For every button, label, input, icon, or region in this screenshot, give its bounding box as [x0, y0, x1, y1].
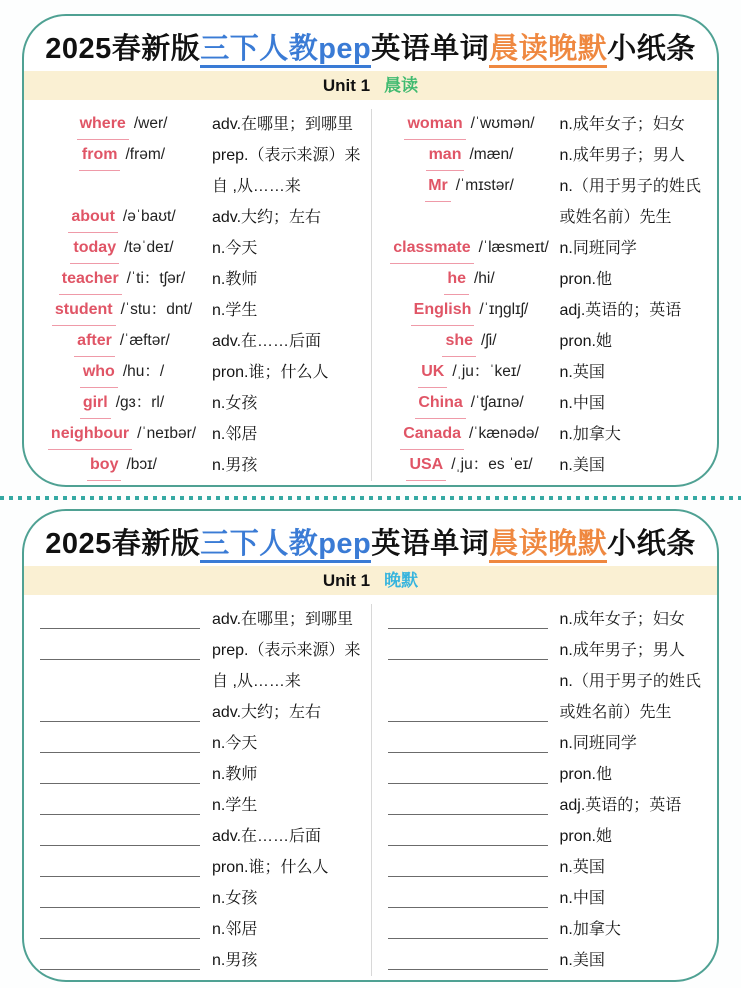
word-cell [386, 388, 554, 419]
dotted-cut-divider [0, 496, 741, 500]
vocab-row [38, 821, 371, 852]
vocab-row [386, 419, 718, 450]
title-part-edition: 三下人教pep [200, 33, 371, 68]
answer-cell [38, 604, 206, 635]
word-cell [386, 264, 554, 295]
answer-cell [386, 604, 554, 635]
word-cell [38, 357, 206, 388]
vocab-content-morning [24, 100, 717, 487]
vocab-row [386, 264, 718, 295]
vocab-row [386, 728, 718, 759]
vocab-meaning: adv.大约；左右 [212, 704, 322, 721]
answer-cell [38, 790, 206, 821]
vocab-row [38, 945, 371, 976]
vocab-phonetic: /ˌju：ˈkeɪ/ [452, 363, 521, 380]
vocab-word: teacher [59, 264, 122, 295]
word-cell [38, 202, 206, 233]
word-phonetic-group [386, 171, 554, 202]
word-cell [38, 264, 206, 295]
answer-cell [38, 914, 206, 945]
title-part-subject: 英语单词 [371, 528, 490, 560]
vocab-phonetic: /hi/ [473, 270, 495, 287]
vocab-phonetic: /mæn/ [469, 146, 514, 163]
card-evening-dictation [22, 509, 719, 982]
title-part-edition: 三下人教pep [200, 528, 371, 563]
word-cell [386, 109, 554, 140]
vocab-meaning: n.英国 [559, 859, 605, 876]
vocab-phonetic: /ˈneɪbər/ [137, 425, 197, 442]
vocab-content-evening [24, 595, 717, 982]
answer-cell [38, 728, 206, 759]
word-phonetic-group [38, 295, 206, 326]
title-part-suffix: 小纸条 [607, 33, 696, 65]
title-part-mode: 晨读晚默 [489, 528, 607, 563]
word-phonetic-group [38, 233, 206, 264]
word-cell [38, 450, 206, 481]
word-cell [386, 326, 554, 357]
word-cell [386, 357, 554, 388]
title-part-mode: 晨读晚默 [489, 33, 607, 68]
word-cell [38, 109, 206, 140]
vocab-phonetic: /ˈwʊmən/ [470, 115, 535, 132]
answer-blank-line [40, 728, 200, 753]
vocab-word: she [442, 326, 476, 357]
vocab-meaning: n.邻居 [212, 426, 258, 443]
vocab-column-left [24, 604, 371, 976]
answer-cell [38, 821, 206, 852]
answer-cell [386, 759, 554, 790]
title-part-suffix: 小纸条 [607, 528, 696, 560]
vocab-meaning: adv.在哪里；到哪里 [212, 116, 354, 133]
vocab-meaning: n.教师 [212, 766, 258, 783]
word-phonetic-group [386, 357, 554, 388]
word-phonetic-group [38, 140, 206, 171]
unit-label: Unit 1 [322, 76, 371, 95]
vocab-meaning: n.学生 [212, 797, 258, 814]
answer-blank-line [388, 914, 548, 939]
vocab-meaning: n.教师 [212, 271, 258, 288]
answer-cell [386, 821, 554, 852]
vocab-meaning: prep.（表示来源）来自 ,从……来 [212, 147, 361, 195]
answer-cell [38, 635, 206, 666]
answer-blank-line [40, 759, 200, 784]
vocab-phonetic: /bɔɪ/ [126, 456, 157, 473]
answer-blank-line [40, 914, 200, 939]
answer-cell [386, 697, 554, 728]
word-phonetic-group [38, 326, 206, 357]
title-part-subject: 英语单词 [371, 33, 490, 65]
vocab-meaning: pron.她 [559, 828, 612, 845]
word-phonetic-group [386, 326, 554, 357]
vocab-meaning: n.同班同学 [559, 240, 637, 257]
answer-blank-line [40, 635, 200, 660]
vocab-row [38, 635, 371, 697]
vocab-meaning: adj.英语的；英语 [559, 302, 682, 319]
vocab-row [386, 635, 718, 666]
vocab-row [386, 604, 718, 635]
vocab-meaning: n.男孩 [212, 952, 258, 969]
vocab-row [386, 109, 718, 140]
vocab-meaning: n.成年男子；男人 [559, 147, 685, 164]
vocab-meaning: n.加拿大 [559, 426, 621, 443]
word-cell [386, 171, 554, 202]
word-phonetic-group [38, 202, 206, 233]
answer-cell [38, 697, 206, 728]
word-phonetic-group [38, 109, 206, 140]
vocab-row [38, 914, 371, 945]
word-phonetic-group [386, 109, 554, 140]
title-part-year: 2025春新版 [45, 33, 201, 65]
answer-cell [38, 883, 206, 914]
vocab-row [386, 357, 718, 388]
word-cell [386, 450, 554, 481]
answer-cell [386, 635, 554, 666]
vocab-phonetic: /ʃi/ [481, 332, 497, 349]
word-phonetic-group [386, 419, 554, 450]
vocab-word: China [415, 388, 465, 419]
vocab-word: UK [418, 357, 447, 388]
answer-blank-line [388, 759, 548, 784]
answer-blank-line [40, 852, 200, 877]
word-phonetic-group [386, 264, 554, 295]
vocab-meaning: adv.在……后面 [212, 828, 322, 845]
vocab-phonetic: /frəm/ [125, 146, 166, 163]
word-phonetic-group [38, 264, 206, 295]
vocab-row [386, 388, 718, 419]
unit-header-morning [24, 71, 717, 100]
vocab-row [38, 419, 371, 450]
word-phonetic-group [386, 140, 554, 171]
vocab-meaning: n.成年女子；妇女 [559, 116, 685, 133]
word-cell [38, 233, 206, 264]
vocab-row [38, 202, 371, 233]
vocab-word: classmate [390, 233, 473, 264]
answer-cell [386, 883, 554, 914]
word-cell [38, 419, 206, 450]
word-phonetic-group [38, 450, 206, 481]
vocab-word: Canada [400, 419, 464, 450]
vocab-meaning: pron.他 [559, 766, 612, 783]
vocab-row [38, 759, 371, 790]
word-cell [38, 295, 206, 326]
word-phonetic-group [386, 233, 554, 264]
answer-blank-line [388, 728, 548, 753]
answer-blank-line [388, 945, 548, 970]
vocab-column-right [371, 604, 718, 976]
answer-blank-line [40, 945, 200, 970]
card-morning-reading [22, 14, 719, 487]
vocab-row [386, 759, 718, 790]
vocab-word: today [70, 233, 119, 264]
vocab-word: boy [87, 450, 121, 481]
answer-cell [38, 945, 206, 976]
mode-label-evening: 晚默 [384, 571, 419, 590]
answer-cell [38, 759, 206, 790]
vocab-word: he [444, 264, 469, 295]
vocab-meaning: pron.谁；什么人 [212, 859, 329, 876]
unit-label: Unit 1 [322, 571, 371, 590]
vocab-word: where [77, 109, 129, 140]
vocab-row [38, 357, 371, 388]
answer-blank-line [388, 821, 548, 846]
word-phonetic-group [38, 419, 206, 450]
vocab-row [38, 697, 371, 728]
vocab-meaning: n.加拿大 [559, 921, 621, 938]
vocab-phonetic: /ˈɪŋglɪʃ/ [479, 301, 529, 318]
vocab-row [38, 109, 371, 140]
vocab-phonetic: /hu：/ [122, 363, 165, 380]
vocab-phonetic: /ˈlæsmeɪt/ [478, 239, 549, 256]
vocab-phonetic: /wer/ [133, 115, 168, 132]
mode-label-morning: 晨读 [384, 76, 419, 95]
vocab-word: about [68, 202, 118, 233]
page-title [24, 511, 717, 562]
word-cell [386, 233, 554, 264]
answer-blank-line [388, 635, 548, 660]
vocab-meaning: adv.在……后面 [212, 333, 322, 350]
vocab-word: man [426, 140, 465, 171]
vocab-row [386, 171, 718, 233]
vocab-row [386, 140, 718, 171]
vocab-word: after [74, 326, 115, 357]
answer-cell [386, 914, 554, 945]
vocab-row [38, 388, 371, 419]
vocab-word: girl [80, 388, 111, 419]
answer-blank-line [40, 697, 200, 722]
word-phonetic-group [386, 388, 554, 419]
title-part-year: 2025春新版 [45, 528, 201, 560]
answer-blank-line [388, 790, 548, 815]
vocab-meaning: n.（用于男子的姓氏或姓名前）先生 [559, 673, 701, 721]
vocab-row [38, 264, 371, 295]
vocab-word: USA [406, 450, 446, 481]
vocab-row [386, 666, 718, 728]
vocab-meaning: n.英国 [559, 364, 605, 381]
word-cell [38, 326, 206, 357]
vocab-word: woman [404, 109, 465, 140]
vocab-row [386, 450, 718, 481]
vocab-column-left [24, 109, 371, 481]
vocab-row [38, 233, 371, 264]
vocab-meaning: pron.谁；什么人 [212, 364, 329, 381]
vocab-meaning: adj.英语的；英语 [559, 797, 682, 814]
vocab-phonetic: /ˈkænədə/ [469, 425, 539, 442]
word-cell [38, 140, 206, 171]
answer-blank-line [388, 697, 548, 722]
vocab-row [38, 450, 371, 481]
answer-cell [386, 790, 554, 821]
vocab-row [386, 821, 718, 852]
vocab-meaning: n.邻居 [212, 921, 258, 938]
word-phonetic-group [386, 295, 554, 326]
unit-header-evening [24, 566, 717, 595]
vocab-phonetic: /təˈdeɪ/ [124, 239, 174, 256]
answer-blank-line [388, 852, 548, 877]
vocab-word: student [52, 295, 116, 326]
answer-cell [386, 728, 554, 759]
vocab-meaning: n.中国 [559, 890, 605, 907]
vocab-meaning: n.成年女子；妇女 [559, 611, 685, 628]
vocab-meaning: n.同班同学 [559, 735, 637, 752]
vocab-row [38, 326, 371, 357]
answer-blank-line [388, 604, 548, 629]
vocab-row [38, 728, 371, 759]
vocab-word: Mr [425, 171, 451, 202]
vocab-row [386, 295, 718, 326]
vocab-row [386, 326, 718, 357]
vocab-phonetic: /ˌju：es ˈeɪ/ [451, 456, 533, 473]
vocab-meaning: n.美国 [559, 457, 605, 474]
vocab-phonetic: /gɜ：rl/ [115, 394, 165, 411]
vocab-meaning: n.中国 [559, 395, 605, 412]
vocab-word: who [80, 357, 118, 388]
vocab-word: from [79, 140, 121, 171]
vocab-row [38, 790, 371, 821]
vocab-row [38, 140, 371, 202]
vocab-phonetic: /ˈti：tʃər/ [126, 270, 186, 287]
answer-cell [38, 852, 206, 883]
vocab-word: English [411, 295, 475, 326]
vocab-meaning: n.成年男子；男人 [559, 642, 685, 659]
vocab-row [386, 945, 718, 976]
word-phonetic-group [386, 450, 554, 481]
vocab-row [38, 883, 371, 914]
answer-blank-line [40, 790, 200, 815]
vocab-meaning: n.（用于男子的姓氏或姓名前）先生 [559, 178, 701, 226]
answer-blank-line [40, 883, 200, 908]
vocab-row [386, 233, 718, 264]
vocab-meaning: n.今天 [212, 240, 258, 257]
vocab-phonetic: /ˈæftər/ [119, 332, 170, 349]
vocab-row [386, 914, 718, 945]
vocab-phonetic: /ˈtʃaɪnə/ [470, 394, 524, 411]
answer-cell [386, 852, 554, 883]
vocab-meaning: n.学生 [212, 302, 258, 319]
vocab-row [386, 790, 718, 821]
word-phonetic-group [38, 357, 206, 388]
vocab-meaning: n.男孩 [212, 457, 258, 474]
answer-blank-line [40, 604, 200, 629]
word-cell [386, 140, 554, 171]
vocab-row [38, 295, 371, 326]
vocab-meaning: n.美国 [559, 952, 605, 969]
vocab-meaning: pron.他 [559, 271, 612, 288]
vocab-phonetic: /ˈstu：dnt/ [120, 301, 193, 318]
vocab-meaning: prep.（表示来源）来自 ,从……来 [212, 642, 361, 690]
answer-blank-line [388, 883, 548, 908]
word-cell [38, 388, 206, 419]
vocab-word: neighbour [48, 419, 132, 450]
page-title [24, 16, 717, 67]
vocab-column-right [371, 109, 718, 481]
vocab-row [38, 604, 371, 635]
vocab-meaning: adv.在哪里；到哪里 [212, 611, 354, 628]
vocab-phonetic: /ˈmɪstər/ [455, 177, 514, 194]
answer-cell [386, 945, 554, 976]
word-cell [386, 419, 554, 450]
vocab-meaning: n.女孩 [212, 395, 258, 412]
word-phonetic-group [38, 388, 206, 419]
answer-blank-line [40, 821, 200, 846]
word-cell [386, 295, 554, 326]
vocab-meaning: n.今天 [212, 735, 258, 752]
vocab-meaning: pron.她 [559, 333, 612, 350]
vocab-row [38, 852, 371, 883]
vocab-meaning: n.女孩 [212, 890, 258, 907]
vocab-row [386, 852, 718, 883]
vocab-row [386, 883, 718, 914]
vocab-phonetic: /əˈbaʊt/ [122, 208, 176, 225]
vocab-meaning: adv.大约；左右 [212, 209, 322, 226]
